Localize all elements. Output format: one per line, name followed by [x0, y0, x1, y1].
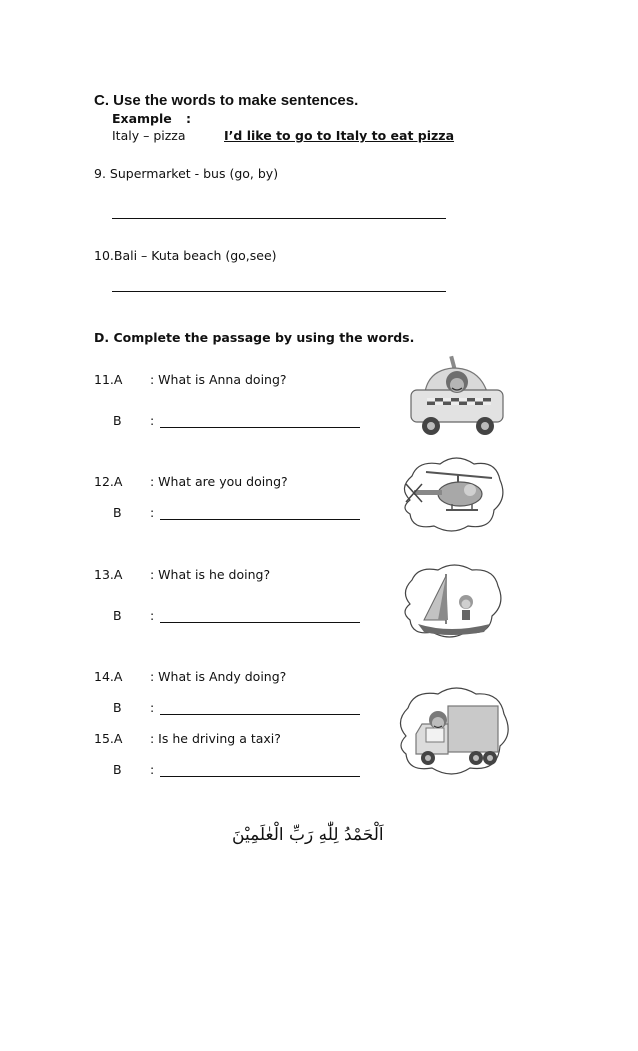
taxi-icon: [405, 352, 507, 438]
item-14-b-label: B: [113, 700, 122, 715]
item-15-question: : Is he driving a taxi?: [150, 731, 281, 746]
answer-line-10: [112, 291, 446, 292]
item-15-b-colon: :: [150, 762, 155, 777]
truck-icon: [392, 684, 516, 780]
item-12-num: 12.A: [94, 474, 123, 489]
item-11-b-colon: :: [150, 413, 155, 428]
sailboat-icon: [398, 562, 504, 642]
item-11-question: : What is Anna doing?: [150, 372, 287, 387]
item-13-b-colon: :: [150, 608, 155, 623]
helicopter-icon: [396, 454, 508, 536]
item-13-num: 13.A: [94, 567, 123, 582]
section-c-title: C. Use the words to make sentences.: [94, 92, 359, 109]
question-10: 10.Bali – Kuta beach (go,see): [94, 248, 277, 263]
answer-line-14: [160, 714, 360, 715]
example-answer: I’d like to go to Italy to eat pizza: [224, 128, 455, 143]
item-14-question: : What is Andy doing?: [150, 669, 287, 684]
answer-line-15: [160, 776, 360, 777]
item-13-b-label: B: [113, 608, 122, 623]
answer-line-11: [160, 427, 360, 428]
item-11-b-label: B: [113, 413, 122, 428]
item-14-num: 14.A: [94, 669, 123, 684]
example-words: Italy – pizza: [112, 128, 186, 143]
answer-line-13: [160, 622, 360, 623]
section-d-title: D. Complete the passage by using the words.: [94, 330, 415, 345]
answer-line-9: [112, 218, 446, 219]
item-12-b-label: B: [113, 505, 122, 520]
item-11-num: 11.A: [94, 372, 123, 387]
item-12-question: : What are you doing?: [150, 474, 288, 489]
answer-line-12: [160, 519, 360, 520]
item-15-b-label: B: [113, 762, 122, 777]
item-13-question: : What is he doing?: [150, 567, 271, 582]
closing-arabic-text: اَلْحَمْدُ لِلّٰهِ رَبِّ الْعٰلَمِيْنَ: [232, 825, 384, 845]
example-colon: :: [186, 111, 191, 126]
question-9: 9. Supermarket - bus (go, by): [94, 166, 279, 181]
example-label: Example: [112, 111, 172, 126]
item-12-b-colon: :: [150, 505, 155, 520]
item-15-num: 15.A: [94, 731, 123, 746]
item-14-b-colon: :: [150, 700, 155, 715]
